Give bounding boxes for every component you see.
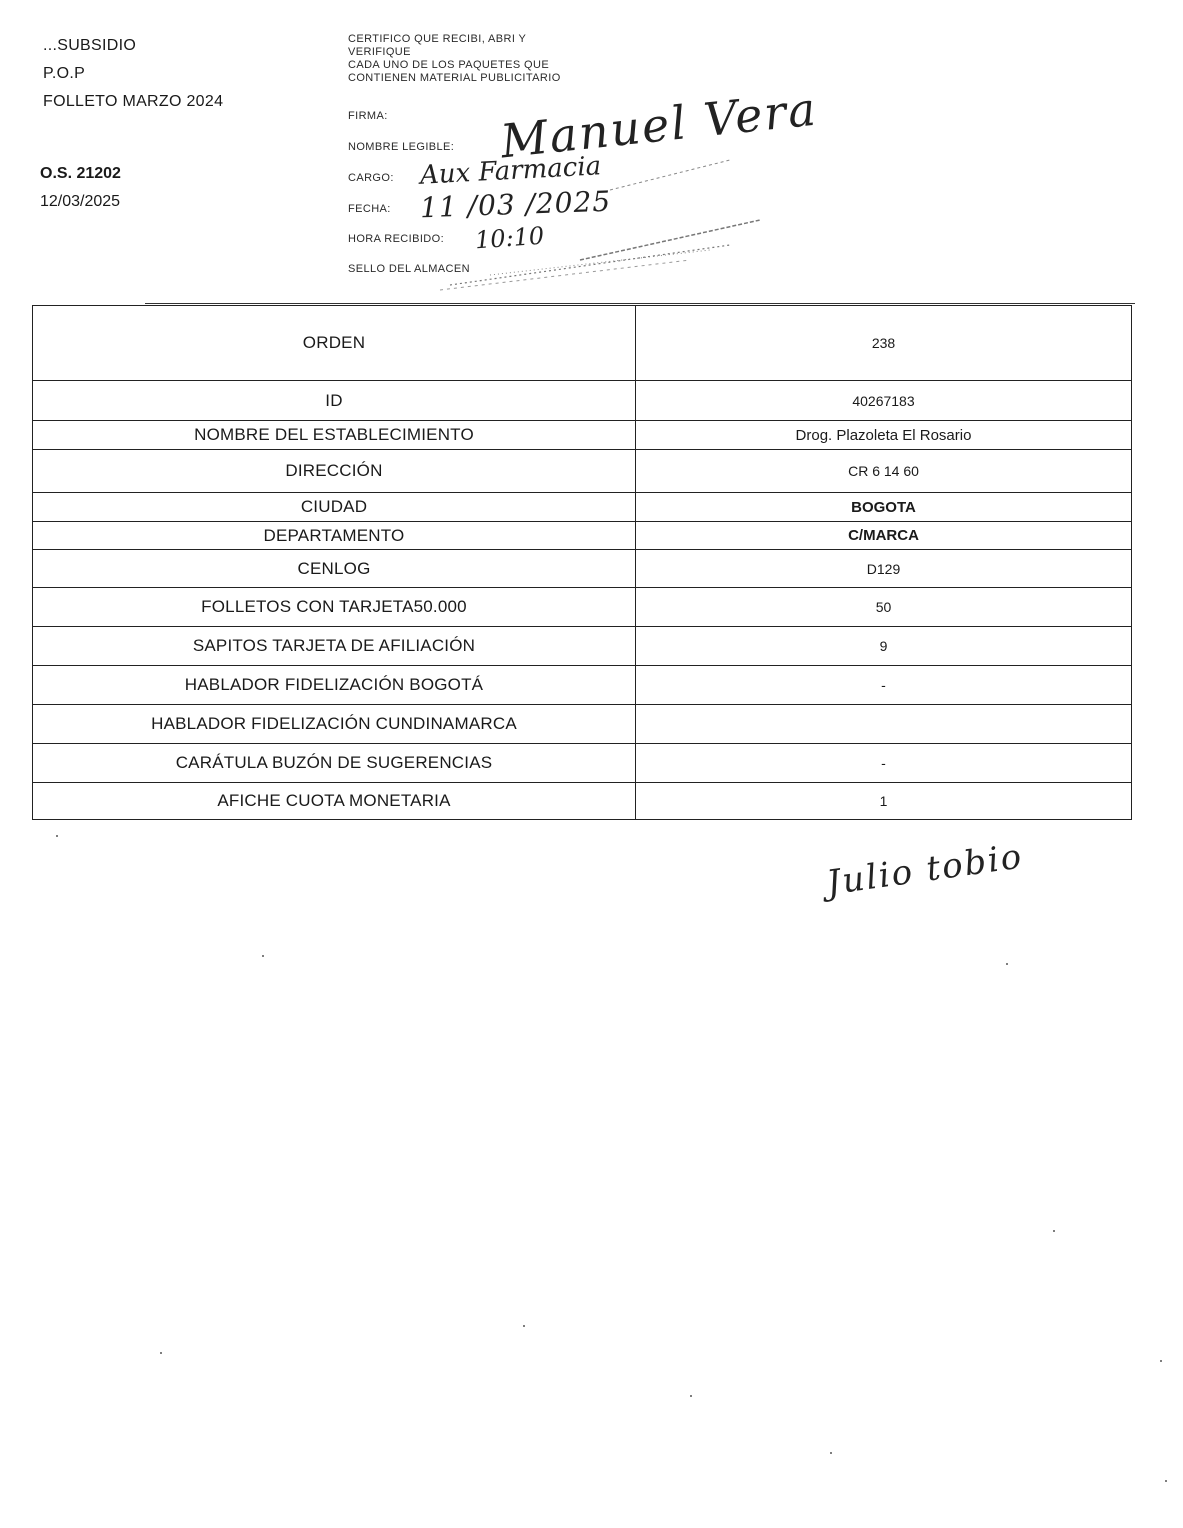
table-top-rule [145, 303, 1135, 304]
table-row [33, 493, 1132, 522]
table-row [33, 627, 1132, 666]
table-row [33, 783, 1132, 820]
scan-speck [830, 1452, 832, 1454]
delivery-table [32, 305, 1132, 820]
store-stamp-marks [430, 150, 770, 300]
row-value: D129 [636, 550, 1132, 588]
row-label: ORDEN [33, 306, 636, 381]
table-row [33, 306, 1132, 381]
row-value: 40267183 [636, 381, 1132, 421]
row-value: CR 6 14 60 [636, 450, 1132, 493]
scan-speck [1165, 1480, 1167, 1482]
row-value: 50 [636, 588, 1132, 627]
nombre-label: NOMBRE LEGIBLE: [348, 141, 455, 153]
certificate-text [348, 33, 561, 85]
table-row [33, 666, 1132, 705]
scan-speck [56, 835, 58, 837]
certificate-line: CADA UNO DE LOS PAQUETES QUE [348, 59, 550, 71]
row-label: AFICHE CUOTA MONETARIA [33, 783, 636, 820]
sello-label: SELLO DEL ALMACEN [348, 263, 470, 275]
certificate-line: CERTIFICO QUE RECIBI, ABRI Y [348, 33, 527, 45]
fecha-value: 11 /03 /2025 [419, 184, 612, 225]
header-folleto: FOLLETO MARZO 2024 [43, 93, 224, 110]
scan-speck [1053, 1230, 1055, 1232]
table-row [33, 705, 1132, 744]
hora-value: 10:10 [474, 221, 546, 255]
row-value: C/MARCA [636, 522, 1132, 550]
signature: Manuel Vera [498, 81, 820, 169]
row-label: HABLADOR FIDELIZACIÓN BOGOTÁ [33, 666, 636, 705]
order-date: 12/03/2025 [40, 193, 121, 210]
cargo-label: CARGO: [348, 172, 394, 184]
row-value: - [636, 666, 1132, 705]
row-label: NOMBRE DEL ESTABLECIMIENTO [33, 421, 636, 450]
table-row [33, 588, 1132, 627]
fecha-label: FECHA: [348, 203, 391, 215]
order-info [40, 160, 121, 216]
firma-label: FIRMA: [348, 110, 388, 122]
header-pop: P.O.P [43, 65, 86, 82]
certificate-line: CONTIENEN MATERIAL PUBLICITARIO [348, 72, 561, 84]
row-value: - [636, 744, 1132, 783]
row-label: SAPITOS TARJETA DE AFILIACIÓN [33, 627, 636, 666]
hora-label: HORA RECIBIDO: [348, 233, 445, 245]
row-label: DIRECCIÓN [33, 450, 636, 493]
row-value: 1 [636, 783, 1132, 820]
row-label: CIUDAD [33, 493, 636, 522]
row-value [636, 705, 1132, 744]
scan-speck [160, 1352, 162, 1354]
row-label: ID [33, 381, 636, 421]
row-label: DEPARTAMENTO [33, 522, 636, 550]
row-value: 9 [636, 627, 1132, 666]
row-label: CARÁTULA BUZÓN DE SUGERENCIAS [33, 744, 636, 783]
row-value: BOGOTA [636, 493, 1132, 522]
scan-speck [690, 1395, 692, 1397]
order-number: O.S. 21202 [40, 165, 121, 182]
table-row [33, 522, 1132, 550]
table-row [33, 550, 1132, 588]
handwritten-note: Julio tobio [824, 836, 1026, 904]
certificate-line: VERIFIQUE [348, 46, 411, 58]
scan-speck [1160, 1360, 1162, 1362]
row-label: FOLLETOS CON TARJETA50.000 [33, 588, 636, 627]
scan-speck [262, 955, 264, 957]
header-company: ...SUBSIDIO [43, 37, 137, 54]
header-block [43, 32, 223, 116]
row-value: 238 [636, 306, 1132, 381]
table-row [33, 381, 1132, 421]
table-row [33, 744, 1132, 783]
cargo-value: Aux Farmacia [419, 151, 602, 191]
table-row [33, 450, 1132, 493]
scan-speck [523, 1325, 525, 1327]
row-value: Drog. Plazoleta El Rosario [636, 421, 1132, 450]
row-label: HABLADOR FIDELIZACIÓN CUNDINAMARCA [33, 705, 636, 744]
row-label: CENLOG [33, 550, 636, 588]
scan-speck [1006, 963, 1008, 965]
table-row [33, 421, 1132, 450]
